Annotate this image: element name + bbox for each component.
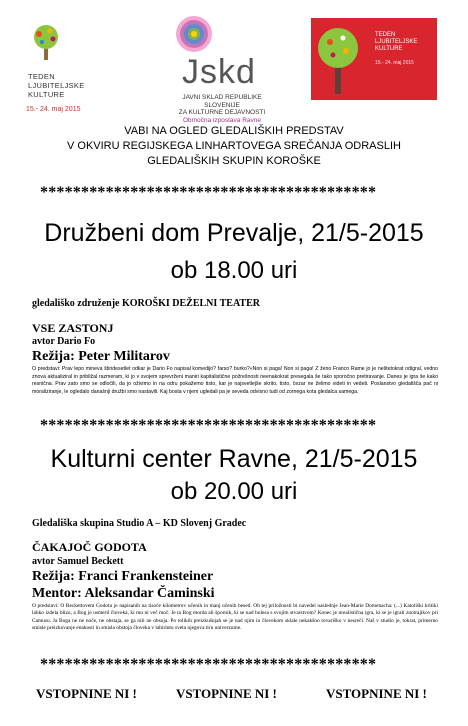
event-director: Režija: Peter Militarov [32, 349, 170, 364]
free-admission-notice: VSTOPNINE NI ! [326, 686, 427, 701]
teden-logo-date: 15.- 24. maj 2015 [26, 106, 81, 113]
event-group: Gledališka skupina Studio A – KD Slovenj Gradec [32, 518, 247, 529]
event-director: Režija: Franci Frankensteiner [32, 569, 214, 584]
jskd-brand: Jskd [182, 53, 256, 91]
invitation-intro: VABI NA OGLED GLEDALIŠKIH PREDSTAV V OKVIRU REGIJSKEGA LINHARTOVEGA SREČANJA ODRASLIH GLEDALIŠKIH SKUPIN KOROŠKE [67, 125, 401, 167]
event-author: avtor Samuel Beckett [32, 556, 124, 567]
teden-logo-text: TEDEN LJUBITELJSKE KULTURE [28, 72, 85, 99]
free-admission-notice: VSTOPNINE NI ! [36, 686, 137, 701]
star-divider: ***************************************** [40, 656, 377, 673]
event-description: O predstavi: Prav lepo mineva štiridesetlet odkar je Dario Fo napisal komedijo? farso? burko?«Non si paga! Non si paga! Z ženo Franco Rame jo je neštetokrat odigral, vedno znova aktualiziral in približal razmeram, ki jo v svojem sprevrženi maniri kapitalistične požrešnosti neenakokrat presegala še tako sporočno pretiravanje. Danes je igra še kako resnična. Prav zato smo se odločili, da jo oživimo in na odru pokažemo tisto, kar je najsvetlejše skrito, tisto, čezar ne želimo videti in vedeti. Poslanstvo gledališča pač ni moraliziranje, le ogledalo današnji družbi smo nastavili. Kaj bosta v njem ugledali pa je seveda odvisno tudi od zornega kota gledalca samega. [32, 366, 438, 395]
tree-logo-icon [26, 22, 66, 62]
event-time: ob 18.00 uri [170, 257, 298, 284]
event-mentor: Mentor: Aleksandar Čaminski [32, 586, 215, 601]
jskd-circles-icon [174, 14, 214, 54]
poster-logo-text: TEDEN LJUBITELJSKE KULTURE [375, 32, 418, 52]
teden-poster-logo [311, 18, 437, 100]
event-time: ob 20.00 uri [170, 478, 298, 505]
event-title: ČAKAJOČ GODOTA [32, 540, 147, 554]
poster-tree-icon [315, 24, 361, 94]
event-title: VSE ZASTONJ [32, 321, 114, 335]
event-author: avtor Dario Fo [32, 336, 96, 347]
star-divider: ***************************************** [40, 417, 377, 434]
jskd-subtitle: JAVNI SKLAD REPUBLIKE SLOVENIJE ZA KULTURNE DEJAVNOSTI Območna izpostava Ravne [178, 94, 266, 124]
event-venue: Družbeni dom Prevalje, 21/5-2015 [44, 219, 424, 247]
teden-ljubiteljske-kulture-logo [26, 22, 106, 112]
jskd-logo [164, 14, 280, 124]
free-admission-notice: VSTOPNINE NI ! [176, 686, 277, 701]
event-description: O predstavi: O Beckettovem Godotu je napisanih na tisoče kilometrov učenih in manj učenih besed. Ob tej priložnosti bi navedel naslednje Jean-Marie Domenacha: (...) Katoliški kritiki lahko izdela blizu, a Bog je usmeril človeka, ki mu ni več moč. Je ta Bog morda ali špornik, ki se nad bolesa s svojim stvarstvom? Konec je nrealistična igra, ki se je igrali znotrajikov pri Camusu. Ja Boga ne ne noče, ne obstaja, se ga niti ne obsoja. Po tolikih preizkušnjah se je nad njim in človekom sklale nekakšno tovariško v nesreči. Naš v studio je, tokrat, primerno smisle preizkovanje enakosti in smisla obstoja človeka v labirintu sveta njegova tiru univerzume. [32, 603, 438, 632]
event-venue: Kulturni center Ravne, 21/5-2015 [50, 445, 418, 473]
event-group: gledališko združenje KOROŠKI DEŽELNI TEATER [32, 298, 260, 309]
star-divider: ***************************************** [40, 184, 377, 201]
logo-strip [0, 0, 468, 124]
poster-logo-date: 15.- 24. maj 2015 [375, 60, 414, 66]
